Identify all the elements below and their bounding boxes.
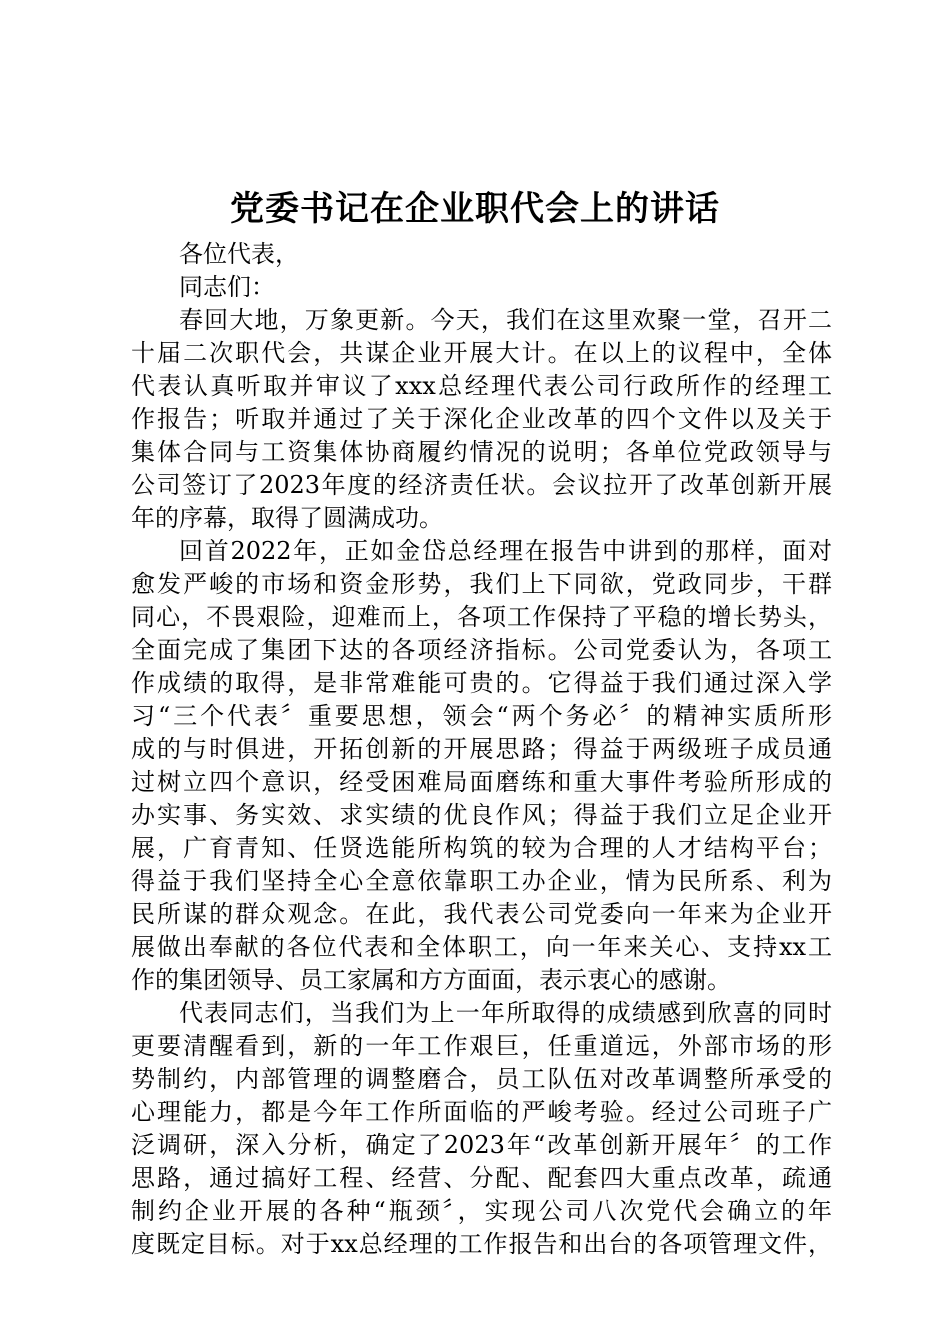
paragraph-line: 集体合同与工资集体协商履约情况的说明；各单位党政领导与 [131, 438, 832, 466]
paragraph-line: 春回大地，万象更新。今天，我们在这里欢聚一堂，召开二 [179, 306, 832, 334]
paragraph-line: 制约企业开展的各种“瓶颈〞，实现公司八次党代会确立的年 [131, 1197, 832, 1225]
paragraph-line: 思路，通过搞好工程、经营、分配、配套四大重点改革，疏通 [131, 1164, 832, 1192]
paragraph-line: 作的集团领导、员工家属和方方面面，表示衷心的感谢。 [131, 966, 731, 994]
document-body [131, 238, 832, 1261]
paragraph-line: 十届二次职代会，共谋企业开展大计。在以上的议程中，全体 [131, 339, 832, 367]
document-title: 党委书记在企业职代会上的讲话 [230, 189, 720, 229]
paragraph-line: 展，广育青知、任贤选能所构筑的较为合理的人才结构平台； [131, 834, 832, 862]
paragraph-line: 习“三个代表〞重要思想，领会“两个务必〞的精神实质所形 [131, 702, 832, 730]
paragraph-line: 作成绩的取得，是非常难能可贵的。它得益于我们通过深入学 [131, 669, 832, 697]
paragraph-line: 愈发严峻的市场和资金形势，我们上下同欲，党政同步，干群 [131, 570, 832, 598]
paragraph-line: 代表认真听取并审议了xxx总经理代表公司行政所作的经理工 [131, 372, 832, 400]
paragraph-line: 更要清醒看到，新的一年工作艰巨，任重道远，外部市场的形 [131, 1032, 832, 1060]
paragraph-line: 同心，不畏艰险，迎难而上，各项工作保持了平稳的增长势头， [131, 603, 832, 631]
salutation-line: 同志们： [179, 273, 275, 301]
paragraph-line: 年的序幕，取得了圆满成功。 [131, 504, 443, 532]
paragraph-line: 民所谋的群众观念。在此，我代表公司党委向一年来为企业开 [131, 900, 832, 928]
paragraph-line: 全面完成了集团下达的各项经济指标。公司党委认为，各项工 [131, 636, 832, 664]
paragraph-line: 心理能力，都是今年工作所面临的严峻考验。经过公司班子广 [131, 1098, 832, 1126]
paragraph-line: 回首2022年，正如金岱总经理在报告中讲到的那样，面对 [179, 537, 832, 565]
paragraph-line: 过树立四个意识，经受困难局面磨练和重大事件考验所形成的 [131, 768, 832, 796]
paragraph-line: 度既定目标。对于xx总经理的工作报告和出台的各项管理文件， [131, 1230, 832, 1258]
paragraph-line: 展做出奉献的各位代表和全体职工，向一年来关心、支持xx工 [131, 933, 832, 961]
paragraph-line: 成的与时俱进，开拓创新的开展思路；得益于两级班子成员通 [131, 735, 832, 763]
paragraph-line: 作报告；听取并通过了关于深化企业改革的四个文件以及关于 [131, 405, 832, 433]
paragraph-line: 代表同志们，当我们为上一年所取得的成绩感到欣喜的同时 [179, 999, 832, 1027]
paragraph-line: 势制约，内部管理的调整磨合，员工队伍对改革调整所承受的 [131, 1065, 832, 1093]
salutation-line: 各位代表， [179, 240, 299, 268]
paragraph-line: 泛调研，深入分析，确定了2023年“改革创新开展年〞的工作 [131, 1131, 832, 1159]
paragraph-line: 办实事、务实效、求实绩的优良作风；得益于我们立足企业开 [131, 801, 832, 829]
paragraph-line: 得益于我们坚持全心全意依靠职工办企业，情为民所系、利为 [131, 867, 832, 895]
paragraph-line: 公司签订了2023年度的经济责任状。会议拉开了改革创新开展 [131, 471, 832, 499]
